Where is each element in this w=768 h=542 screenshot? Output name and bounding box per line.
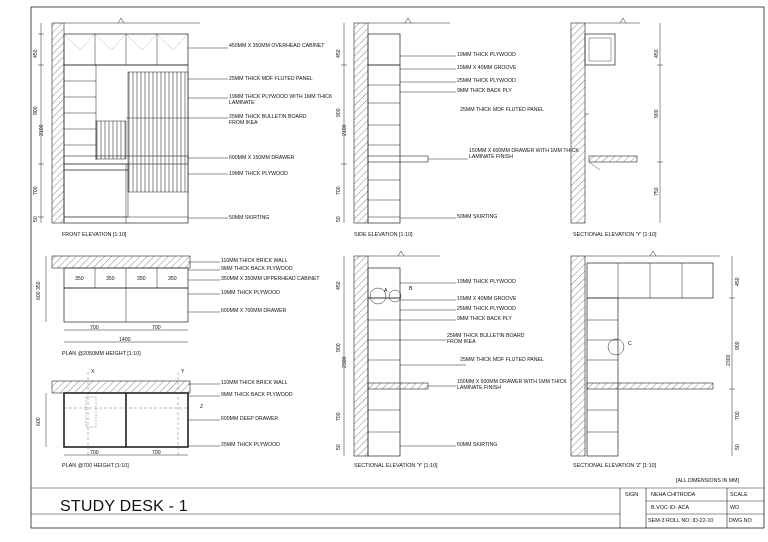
front-dim-900: 900 [33, 106, 39, 115]
plan-2050-cell-2: 350 [106, 276, 115, 282]
front-dim-50: 50 [33, 216, 39, 222]
plan-700-marker-x: X [91, 369, 95, 375]
wall-hatch [52, 23, 64, 223]
section-y-label-drawer: 150MM X 600MM DRAWER WITH 1MM THICK LAMINATE FINISH [457, 379, 567, 391]
front-elevation-title: FRONT ELEVATION [1:10] [62, 232, 127, 238]
detail-c-circle [608, 339, 624, 355]
side-label-backply: 9MM THICK BACK PLY [457, 88, 512, 94]
section-y-label-groove: 15MM X 40MM GROOVE [457, 296, 517, 302]
plan-2050-title: PLAN @2050MM HEIGHT [1:10] [62, 351, 141, 357]
plan-700-marker-z: Z [200, 404, 204, 410]
side-dim-900: 900 [336, 108, 342, 117]
section-z-dim-450: 450 [735, 277, 741, 286]
title-block-scale: SCALE [730, 492, 748, 498]
section-y-label-bulletin: 25MM THICK BULLETIN BOARD FROM IKEA [447, 333, 525, 345]
plan-2050 [46, 256, 220, 342]
section-y-top-dim-750: 750 [654, 187, 660, 196]
side-label-drawer: 150MM X 600MM DRAWER WITH 1MM THICK LAMINATE FINISH [469, 148, 579, 160]
plan-2050-dim-600: 600 [36, 291, 42, 300]
section-z-marker-c: C [628, 341, 632, 347]
section-y-top-title: SECTIONAL ELEVATION 'Y' [1:10] [573, 232, 657, 238]
plan-2050-dim-1400: 1400 [119, 337, 131, 343]
plan-700 [46, 372, 220, 455]
front-dim-450: 450 [33, 49, 39, 58]
section-y-marker-a: A [384, 288, 388, 294]
side-label-skirting: 50MM SKIRTING [457, 214, 498, 220]
section-y-dim-900: 900 [336, 343, 342, 352]
sheet-title: STUDY DESK - 1 [60, 498, 188, 515]
detail-b-circle [389, 290, 401, 302]
fluted-panel [128, 72, 188, 192]
section-y [344, 251, 466, 456]
section-z-title: SECTIONAL ELEVATION 'Z' [1:10] [573, 463, 657, 469]
section-z-dim-50: 50 [735, 444, 741, 450]
side-dim-450: 450 [336, 49, 342, 58]
front-label-drawer: 600MM X 150MM DRAWER [229, 155, 295, 161]
title-block-wd: WD [730, 505, 739, 511]
side-dim-2100: 2100 [342, 124, 348, 136]
side-label-fluted: 25MM THICK MDF FLUTED PANEL [460, 107, 544, 113]
side-elevation [341, 18, 468, 223]
section-y-label-plywood: 19MM THICK PLYWOOD [457, 279, 516, 285]
title-block-name: NEHA CHITRODA [651, 492, 696, 498]
plan-700-dim-600: 600 [36, 417, 42, 426]
plan-2050-label-cabinet: 350MM X 350MM UPPERHEAD CABINET [221, 276, 320, 282]
section-y-label-fluted: 25MM THICK MDF FLUTED PANEL [460, 357, 544, 363]
plan-2050-label-wall: 110MM THICK BRICK WALL [221, 258, 288, 264]
section-y-dim-700: 700 [336, 412, 342, 421]
plan-2050-label-backply: 9MM THICK BACK PLYWOOD [221, 266, 293, 272]
plan-2050-dim-350: 350 [36, 281, 42, 290]
front-dim-2100: 2100 [39, 124, 45, 136]
title-block-roll: SEM-3 ROLL NO: ID-22-10 [648, 518, 714, 524]
plan-2050-dim-700-b: 700 [152, 325, 161, 331]
plan-2050-cell-1: 350 [75, 276, 84, 282]
plan-2050-cell-3: 350 [137, 276, 146, 282]
plan-700-label-drawer: 600MM DEEP DRAWER [221, 416, 279, 422]
side-dim-50: 50 [336, 216, 342, 222]
section-y-label-skirting: 50MM SKIRTING [457, 442, 498, 448]
front-dim-700: 700 [33, 186, 39, 195]
section-z-dim-900: 900 [735, 341, 741, 350]
front-elevation [38, 18, 228, 223]
plan-700-dim-700-b: 700 [152, 450, 161, 456]
section-z-dim-2300: 2300 [726, 354, 732, 366]
side-label-plywood: 19MM THICK PLYWOOD [457, 52, 516, 58]
section-y-dim-450: 450 [336, 281, 342, 290]
section-y-title: SECTIONAL ELEVATION 'Y' [1:10] [354, 463, 438, 469]
side-label-groove: 15MM X 40MM GROOVE [457, 65, 517, 71]
section-y-dim-50: 50 [336, 444, 342, 450]
plan-700-marker-y: Y [181, 369, 185, 375]
plan-2050-label-drawer: 600MM X 700MM DRAWER [221, 308, 287, 314]
front-label-fluted: 25MM THICK MDF FLUTED PANEL [229, 76, 313, 82]
title-block-sign: SIGN [625, 492, 639, 498]
front-label-bulletin: 25MM THICK BULLETIN BOARD FROM IKEA [229, 114, 307, 126]
front-label-plywood: 19MM THICK PLYWOOD [229, 171, 288, 177]
section-y-top-dim-450: 450 [654, 49, 660, 58]
plan-700-label-backply: 9MM THICK BACK PLYWOOD [221, 392, 293, 398]
side-elevation-title: SIDE ELEVATION [1:10] [354, 232, 413, 238]
section-y-label-plywood25: 25MM THICK PLYWOOD [457, 306, 516, 312]
dimensions-note: [ALL DIMENSIONS IN MM] [676, 478, 739, 484]
section-y-top-dim-900: 900 [654, 109, 660, 118]
section-y-top [571, 18, 663, 223]
bulletin-board [96, 121, 126, 159]
side-label-plywood25: 25MM THICK PLYWOOD [457, 78, 516, 84]
plan-2050-cell-4: 350 [168, 276, 177, 282]
front-label-plywood-laminate: 19MM THICK PLYWOOD WITH 1MM THICK LAMINATE [229, 94, 333, 106]
title-block-dwg: DWG NO [729, 518, 752, 524]
section-y-dim-2300: 2300 [342, 356, 348, 368]
plan-700-title: PLAN @700 HEIGHT [1:10] [62, 463, 129, 469]
front-label-overhead: 450MM X 350MM OVERHEAD CABINET [229, 43, 325, 49]
plan-700-label-wall: 110MM THICK BRICK WALL [221, 380, 288, 386]
section-z [571, 251, 735, 456]
plan-700-label-plywood: 25MM THICK PLYWOOD [221, 442, 280, 448]
plan-700-dim-700-a: 700 [90, 450, 99, 456]
front-label-skirting: 50MM SKIRTING [229, 215, 270, 221]
section-y-label-backply: 9MM THICK BACK PLY [457, 316, 512, 322]
plan-2050-label-plywood: 19MM THICK PLYWOOD [221, 290, 280, 296]
title-block-course: B.VOC-ID- ACA [651, 505, 690, 511]
section-z-dim-700: 700 [735, 411, 741, 420]
side-dim-700: 700 [336, 186, 342, 195]
plan-2050-dim-700-a: 700 [90, 325, 99, 331]
section-y-marker-b: B [409, 286, 413, 292]
